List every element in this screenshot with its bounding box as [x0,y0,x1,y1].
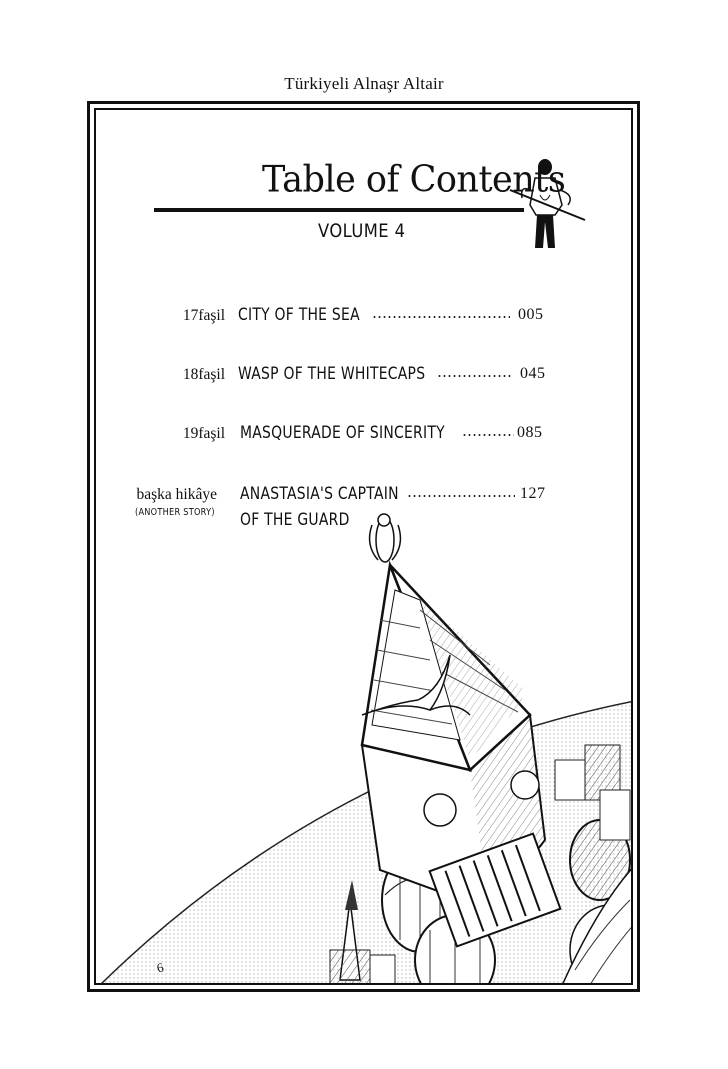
dot-leader [372,316,510,318]
another-story-note: (ANOTHER STORY) [135,507,215,518]
page-number: 085 [517,424,543,441]
series-title: Türkiyeli Alnaşr Altair [284,74,444,93]
chapter-title: MASQUERADE OF SINCERITY [240,423,445,443]
dot-leader [462,434,514,436]
toc-entry-19[interactable] [0,421,728,461]
chapter-title-line2: OF THE GUARD [240,510,350,530]
chapter-title: CITY OF THE SEA [238,305,360,325]
volume-label: VOLUME 4 [318,220,406,242]
page-number: 045 [520,365,546,382]
toc-entry-17[interactable] [0,303,728,343]
chapter-number: 17faşil [182,307,225,324]
toc-heading: Table of Contents [262,159,566,201]
dot-leader [437,375,511,377]
toc-entry-18[interactable] [0,362,728,402]
page-number: 127 [520,485,546,502]
chapter-title-line1: ANASTASIA'S CAPTAIN [240,484,399,504]
chapter-number: 18faşil [182,366,225,383]
page-marker: 6 [155,959,166,976]
chapter-number: başka hikâye [136,486,217,503]
chapter-title: WASP OF THE WHITECAPS [238,364,426,384]
dot-leader [407,495,515,497]
chapter-number: 19faşil [182,425,225,442]
heading-divider [154,208,524,212]
toc-entry-another-story[interactable] [0,482,728,542]
page-number: 005 [518,306,544,323]
